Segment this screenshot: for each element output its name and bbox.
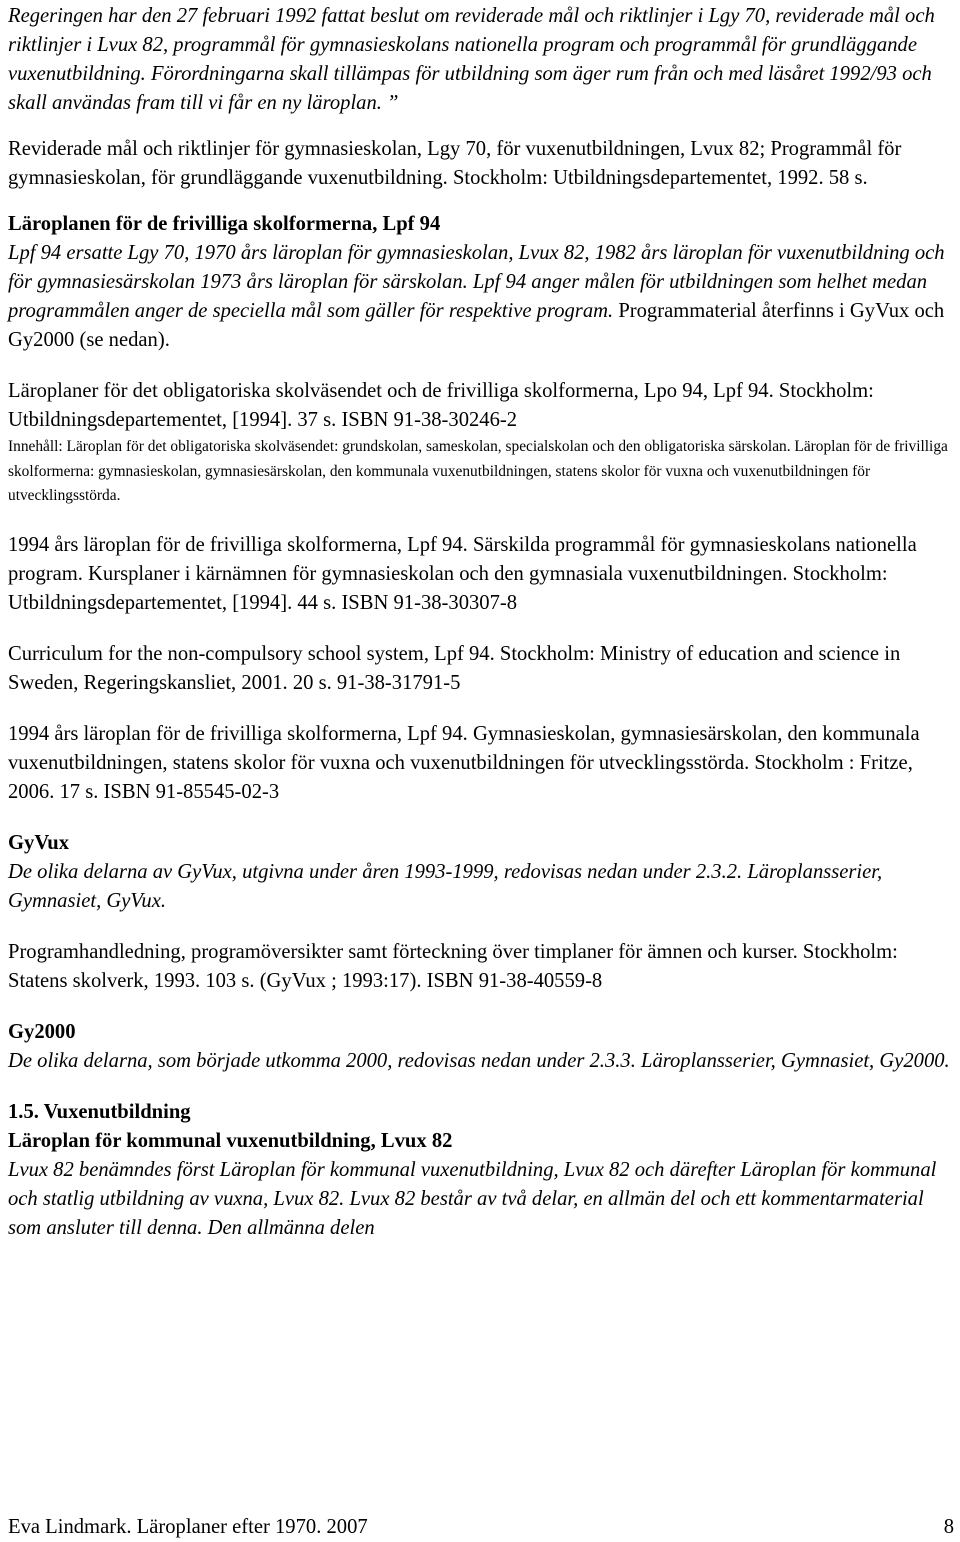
reference-curriculum-english: Curriculum for the non-compulsory school system, Lpf 94. Stockholm: Ministry of education and science in Sweden, Regeringskansliet, 2001. 20 s. 91-38-31791-5 xyxy=(8,642,901,694)
lpf94-description-tail: Programmaterial återfinns i GyVux och Gy2000 (se nedan). xyxy=(8,300,945,351)
reference-lpo94-lpf94: Läroplaner för det obligatoriska skolväsendet och de frivilliga skolformerna, Lpo 94, Lpf 94. Stockholm: Utbildningsdepartementet, [1994]. 37 s. ISBN 91-38-30246-2 xyxy=(8,380,874,431)
heading-gy2000: Gy2000 xyxy=(8,1020,76,1043)
page-footer xyxy=(8,1513,954,1542)
reference-lpf94-programmal: 1994 års läroplan för de frivilliga skolformerna, Lpf 94. Särskilda programmål för gymnasieskolans nationella program. Kursplaner i kärnämnen för gymnasieskolan och den gymnasiala vuxenutbildningen. Stockholm: Utbildningsdepartementet, [1994]. 44 s. ISBN 91-38-30307-8 xyxy=(8,533,917,614)
lvux82-description: Lvux 82 benämndes först Läroplan för kommunal vuxenutbildning, Lvux 82 och därefter Läroplan för kommunal och statlig utbildning av vuxna, Lvux 82. Lvux 82 består av två delar, en allmän del och ett kommentarmaterial som ansluter till denna. Den allmänna delen xyxy=(8,1158,937,1239)
footer-citation: Eva Lindmark. Läroplaner efter 1970. 2007 xyxy=(8,1516,368,1538)
gy2000-description: De olika delarna, som började utkomma 2000, redovisas nedan under 2.3.3. Läroplansserier, Gymnasiet, Gy2000. xyxy=(8,1049,950,1072)
heading-lpf94: Läroplanen för de frivilliga skolformerna, Lpf 94 xyxy=(8,213,441,235)
section-heading-vuxenutbildning: 1.5. Vuxenutbildning xyxy=(8,1100,191,1123)
reference-contents-note: Innehåll: Läroplan för det obligatoriska skolväsendet: grundskolan, sameskolan, specialskolan och den obligatoriska särskolan. Läroplan för de frivilliga skolformerna: gymnasieskolan, gymnasiesärskolan, den kommunala vuxenutbildningen, statens skolor för vuxna och vuxenutbildningen för utvecklingsstörda. xyxy=(8,438,948,504)
lpf94-description-italic: Lpf 94 ersatte Lgy 70, 1970 års läroplan för gymnasieskolan, Lvux 82, 1982 års läroplan för vuxenutbildning och för gymnasiesärskolan 1973 års läroplan för särskolan. Lpf 94 anger målen för utbildningen som helhet medan programmålen anger de speciella mål som gäller för respektive program. xyxy=(8,242,945,322)
lpf94-description xyxy=(8,239,956,355)
quote-paragraph: Regeringen har den 27 februari 1992 fattat beslut om reviderade mål och riktlinjer i Lgy 70, reviderade mål och riktlinjer i Lvux 82, programmål för gymnasieskolans nationella program och programmål för grundläggande vuxenutbildning. Förordningarna skall tillämpas för utbildning som äger rum från och med läsåret 1992/93 och skall användas fram till vi får en ny läroplan. ” xyxy=(8,5,935,114)
reference-programhandledning: Programhandledning, programöversikter samt förteckning över timplaner för ämnen och kurser. Stockholm: Statens skolverk, 1993. 103 s. (GyVux ; 1993:17). ISBN 91-38-40559-8 xyxy=(8,940,898,992)
reference-lpf94-2006: 1994 års läroplan för de frivilliga skolformerna, Lpf 94. Gymnasieskolan, gymnasiesärskolan, den kommunala vuxenutbildningen, statens skolor för vuxna och vuxenutbildningen för utvecklingsstörda. Stockholm : Fritze, 2006. 17 s. ISBN 91-85545-02-3 xyxy=(8,722,920,803)
page-number: 8 xyxy=(943,1516,954,1538)
heading-lvux82: Läroplan för kommunal vuxenutbildning, Lvux 82 xyxy=(8,1129,453,1152)
heading-gyvux: GyVux xyxy=(8,831,70,854)
document-page xyxy=(8,0,956,1243)
reference-lgy70-revision: Reviderade mål och riktlinjer för gymnasieskolan, Lgy 70, för vuxenutbildningen, Lvux 82; Programmål för gymnasieskolan, för grundläggande vuxenutbildning. Stockholm: Utbildningsdepartementet, 1992. 58 s. xyxy=(8,138,902,189)
gyvux-description: De olika delarna av GyVux, utgivna under åren 1993-1999, redovisas nedan under 2.3.2. Läroplansserier, Gymnasiet, GyVux. xyxy=(8,860,883,912)
